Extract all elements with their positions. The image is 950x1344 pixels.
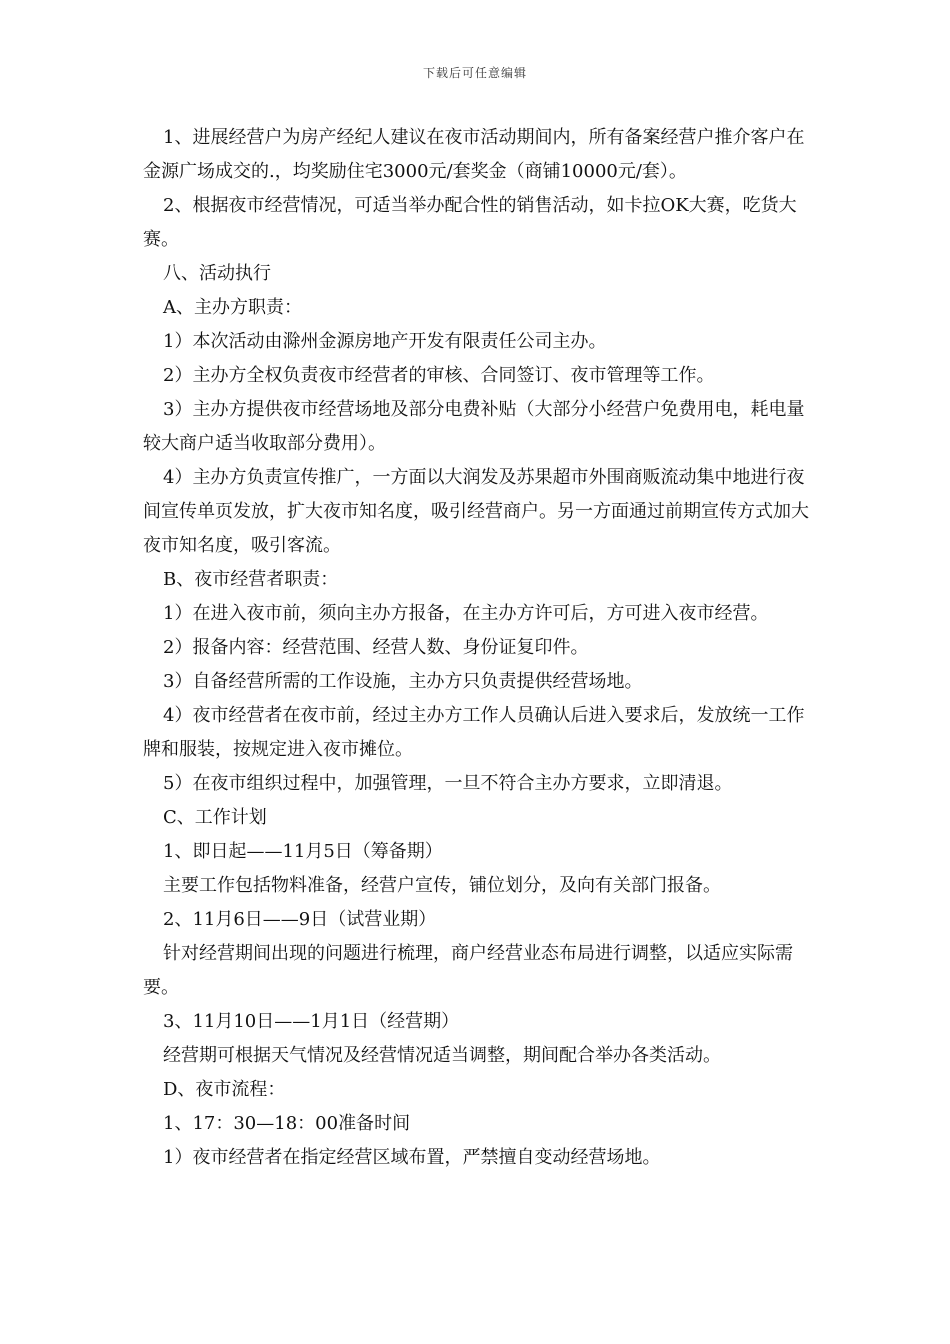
- plan-phase-desc: 针对经营期间出现的问题进行梳理，商户经营业态布局进行调整，以适应实际需要。: [143, 943, 793, 998]
- subheading-d: D、夜市流程：: [163, 1079, 286, 1100]
- subheading-b: B、夜市经营者职责：: [163, 569, 339, 590]
- section-heading-8: 八、活动执行: [163, 263, 271, 284]
- subheading-a: A、主办方职责：: [163, 297, 302, 318]
- plan-phase-title: 3、11月10日——1月1日（经营期）: [163, 1011, 460, 1032]
- paragraph-2: 2、根据夜市经营情况，可适当举办配合性的销售活动，如卡拉OK大赛，吃货大赛。: [143, 195, 797, 250]
- page-header: 下载后可任意编辑: [422, 66, 527, 80]
- list-item: 1）夜市经营者在指定经营区域布置，严禁擅自变动经营场地。: [163, 1147, 661, 1168]
- list-item: 4）夜市经营者在夜市前，经过主办方工作人员确认后进入要求后，发放统一工作牌和服装，按规定进入夜市摊位。: [143, 705, 805, 760]
- list-item: 3）自备经营所需的工作设施，主办方只负责提供经营场地。: [163, 671, 643, 692]
- plan-phase-desc: 主要工作包括物料准备，经营户宣传，铺位划分，及向有关部门报备。: [163, 875, 721, 896]
- list-item: 5）在夜市组织过程中，加强管理，一旦不符合主办方要求，立即清退。: [163, 773, 733, 794]
- paragraph-1: 1、进展经营户为房产经纪人建议在夜市活动期间内，所有备案经营户推介客户在金源广场成交的.，均奖励住宅3000元/套奖金（商铺10000元/套）。: [143, 127, 805, 182]
- list-item: 2）报备内容：经营范围、经营人数、身份证复印件。: [163, 637, 589, 658]
- list-item: 2）主办方全权负责夜市经营者的审核、合同签订、夜市管理等工作。: [163, 365, 715, 386]
- plan-phase-title: 2、11月6日——9日（试营业期）: [163, 909, 437, 930]
- plan-phase-desc: 经营期可根据天气情况及经营情况适当调整，期间配合举办各类活动。: [163, 1045, 721, 1066]
- flow-step-title: 1、17：30—18：00准备时间: [163, 1113, 411, 1134]
- list-item: 3）主办方提供夜市经营场地及部分电费补贴（大部分小经营户免费用电，耗电量较大商户适当收取部分费用）。: [143, 399, 805, 454]
- document-body: [143, 121, 809, 1175]
- list-item: 1）在进入夜市前，须向主办方报备，在主办方许可后，方可进入夜市经营。: [163, 603, 769, 624]
- list-item: 1）本次活动由滁州金源房地产开发有限责任公司主办。: [163, 331, 607, 352]
- subheading-c: C、工作计划: [163, 807, 267, 828]
- plan-phase-title: 1、即日起——11月5日（筹备期）: [163, 841, 443, 862]
- list-item: 4）主办方负责宣传推广，一方面以大润发及苏果超市外围商贩流动集中地进行夜间宣传单页发放，扩大夜市知名度，吸引经营商户。另一方面通过前期宣传方式加大夜市知名度，吸引客流。: [143, 467, 809, 556]
